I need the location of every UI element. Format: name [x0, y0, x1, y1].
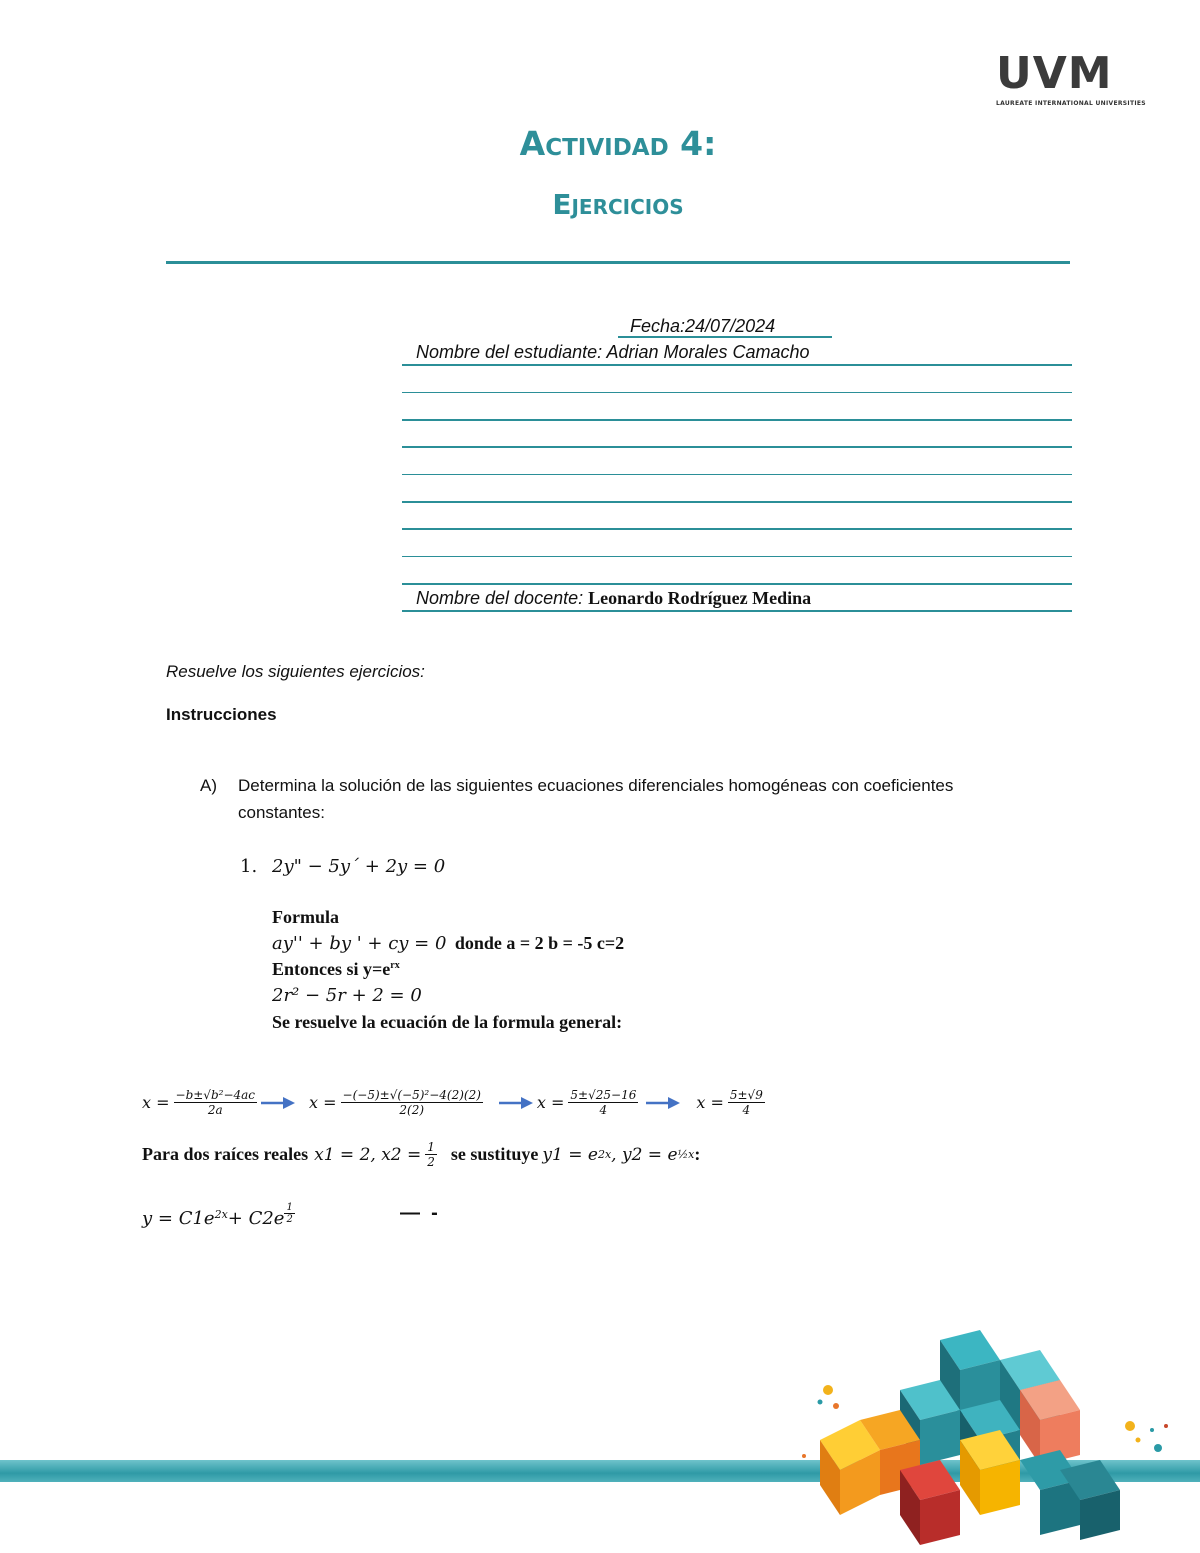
date-field: Fecha:24/07/2024 — [630, 316, 776, 336]
arrow-icon — [646, 1096, 680, 1110]
step-fraction — [341, 1088, 483, 1117]
step-fraction — [174, 1088, 258, 1117]
teacher-row — [416, 588, 811, 609]
step-lhs: x = — [142, 1093, 170, 1112]
roots-x2-denominator: 2 — [427, 1155, 435, 1169]
form-line — [402, 364, 1072, 366]
roots-y1-exponent: 2x — [597, 1148, 612, 1161]
general-formula-text: Se resuelve la ecuación de la formula general: — [272, 1012, 623, 1032]
activity-title: Actividad 4: — [519, 124, 717, 163]
entonces-exponent: rx — [390, 960, 400, 971]
step-numerator: 5±√25−16 — [570, 1088, 637, 1102]
section-a-marker: A) — [200, 776, 217, 795]
step-lhs: x = — [536, 1093, 565, 1112]
instructions-heading: Instrucciones — [166, 705, 277, 724]
roots-x2-fraction — [425, 1140, 437, 1169]
decorative-cubes-graphic — [800, 1330, 1180, 1553]
student-name: Adrian Morales Camacho — [606, 342, 810, 362]
roots-end: : — [694, 1144, 701, 1164]
characteristic-equation: 2r² − 5r + 2 = 0 — [272, 985, 422, 1006]
exercise-equation: 2y" − 5y´ + 2y = 0 — [272, 856, 446, 877]
form-line — [402, 392, 1072, 393]
logo-subtitle: LAUREATE INTERNATIONAL UNIVERSITIES — [996, 100, 1146, 107]
step-denominator: 4 — [599, 1103, 608, 1117]
form-line — [402, 556, 1072, 557]
solution-exp1: 2x — [214, 1208, 228, 1221]
logo-letters: UVM — [996, 48, 1113, 99]
formula-coefficients: donde a = 2 b = -5 c=2 — [454, 933, 625, 953]
step-numerator: −(−5)±√(−5)²−4(2)(2) — [342, 1088, 481, 1102]
entonces-row — [272, 959, 400, 980]
form-line — [402, 419, 1072, 421]
solution-mid: + C2e — [227, 1208, 285, 1229]
student-label: Nombre del estudiante: — [416, 342, 603, 362]
entonces-text: Entonces si y=e — [272, 959, 391, 979]
arrow-icon — [499, 1096, 533, 1110]
form-line — [402, 583, 1072, 585]
solution-exp2-denominator: 2 — [286, 1214, 293, 1225]
uvm-logo — [996, 48, 1146, 107]
section-a-line1: Determina la solución de las siguientes ecuaciones diferenciales homogéneas con coeficientes — [238, 776, 954, 795]
form-line — [402, 446, 1072, 448]
form-line — [402, 528, 1072, 530]
roots-y2: , y2 = e — [611, 1144, 678, 1165]
section-a-line2: constantes: — [238, 803, 325, 822]
student-row — [416, 342, 810, 363]
stray-marks: — - — [400, 1202, 438, 1224]
intro-text: Resuelve los siguientes ejercicios: — [166, 662, 425, 681]
step-lhs: x = — [696, 1093, 724, 1112]
activity-subtitle: Ejercicios — [552, 188, 684, 221]
roots-sustituye: se sustituye — [450, 1144, 539, 1164]
quadratic-steps — [142, 1088, 765, 1117]
formula-row — [272, 933, 624, 954]
teacher-label: Nombre del docente: — [416, 588, 584, 608]
roots-x2-numerator: 1 — [427, 1140, 435, 1154]
step-fraction — [728, 1088, 765, 1117]
form-line — [402, 501, 1072, 503]
roots-prefix: Para dos raíces reales — [142, 1144, 309, 1164]
solution-exp2-numerator: 1 — [286, 1202, 293, 1213]
roots-y2-exponent: ½x — [677, 1148, 695, 1161]
roots-x1: x1 = 2, x2 = — [314, 1144, 422, 1165]
formula-label: Formula — [272, 907, 339, 927]
roots-y1: y1 = e — [542, 1144, 598, 1165]
arrow-icon — [261, 1096, 295, 1110]
solution-line — [142, 1202, 295, 1229]
step-denominator: 2a — [207, 1103, 223, 1117]
formula-equation: ay'' + by ' + cy = 0 — [272, 933, 447, 954]
step-denominator: 2(2) — [399, 1103, 425, 1117]
solution-exp2-fraction — [284, 1202, 294, 1225]
date-underline — [618, 336, 832, 338]
step-fraction — [568, 1088, 638, 1117]
form-line — [402, 610, 1072, 612]
form-line — [402, 474, 1072, 475]
step-numerator: −b±√b²−4ac — [175, 1088, 256, 1102]
title-divider — [166, 261, 1070, 264]
teacher-name: Leonardo Rodríguez Medina — [588, 588, 812, 608]
step-lhs: x = — [309, 1093, 337, 1112]
solution-lhs: y = C1e — [142, 1208, 215, 1229]
step-numerator: 5±√9 — [729, 1088, 763, 1102]
step-denominator: 4 — [742, 1103, 751, 1117]
roots-line — [142, 1140, 700, 1169]
exercise-number: 1. — [240, 856, 258, 877]
